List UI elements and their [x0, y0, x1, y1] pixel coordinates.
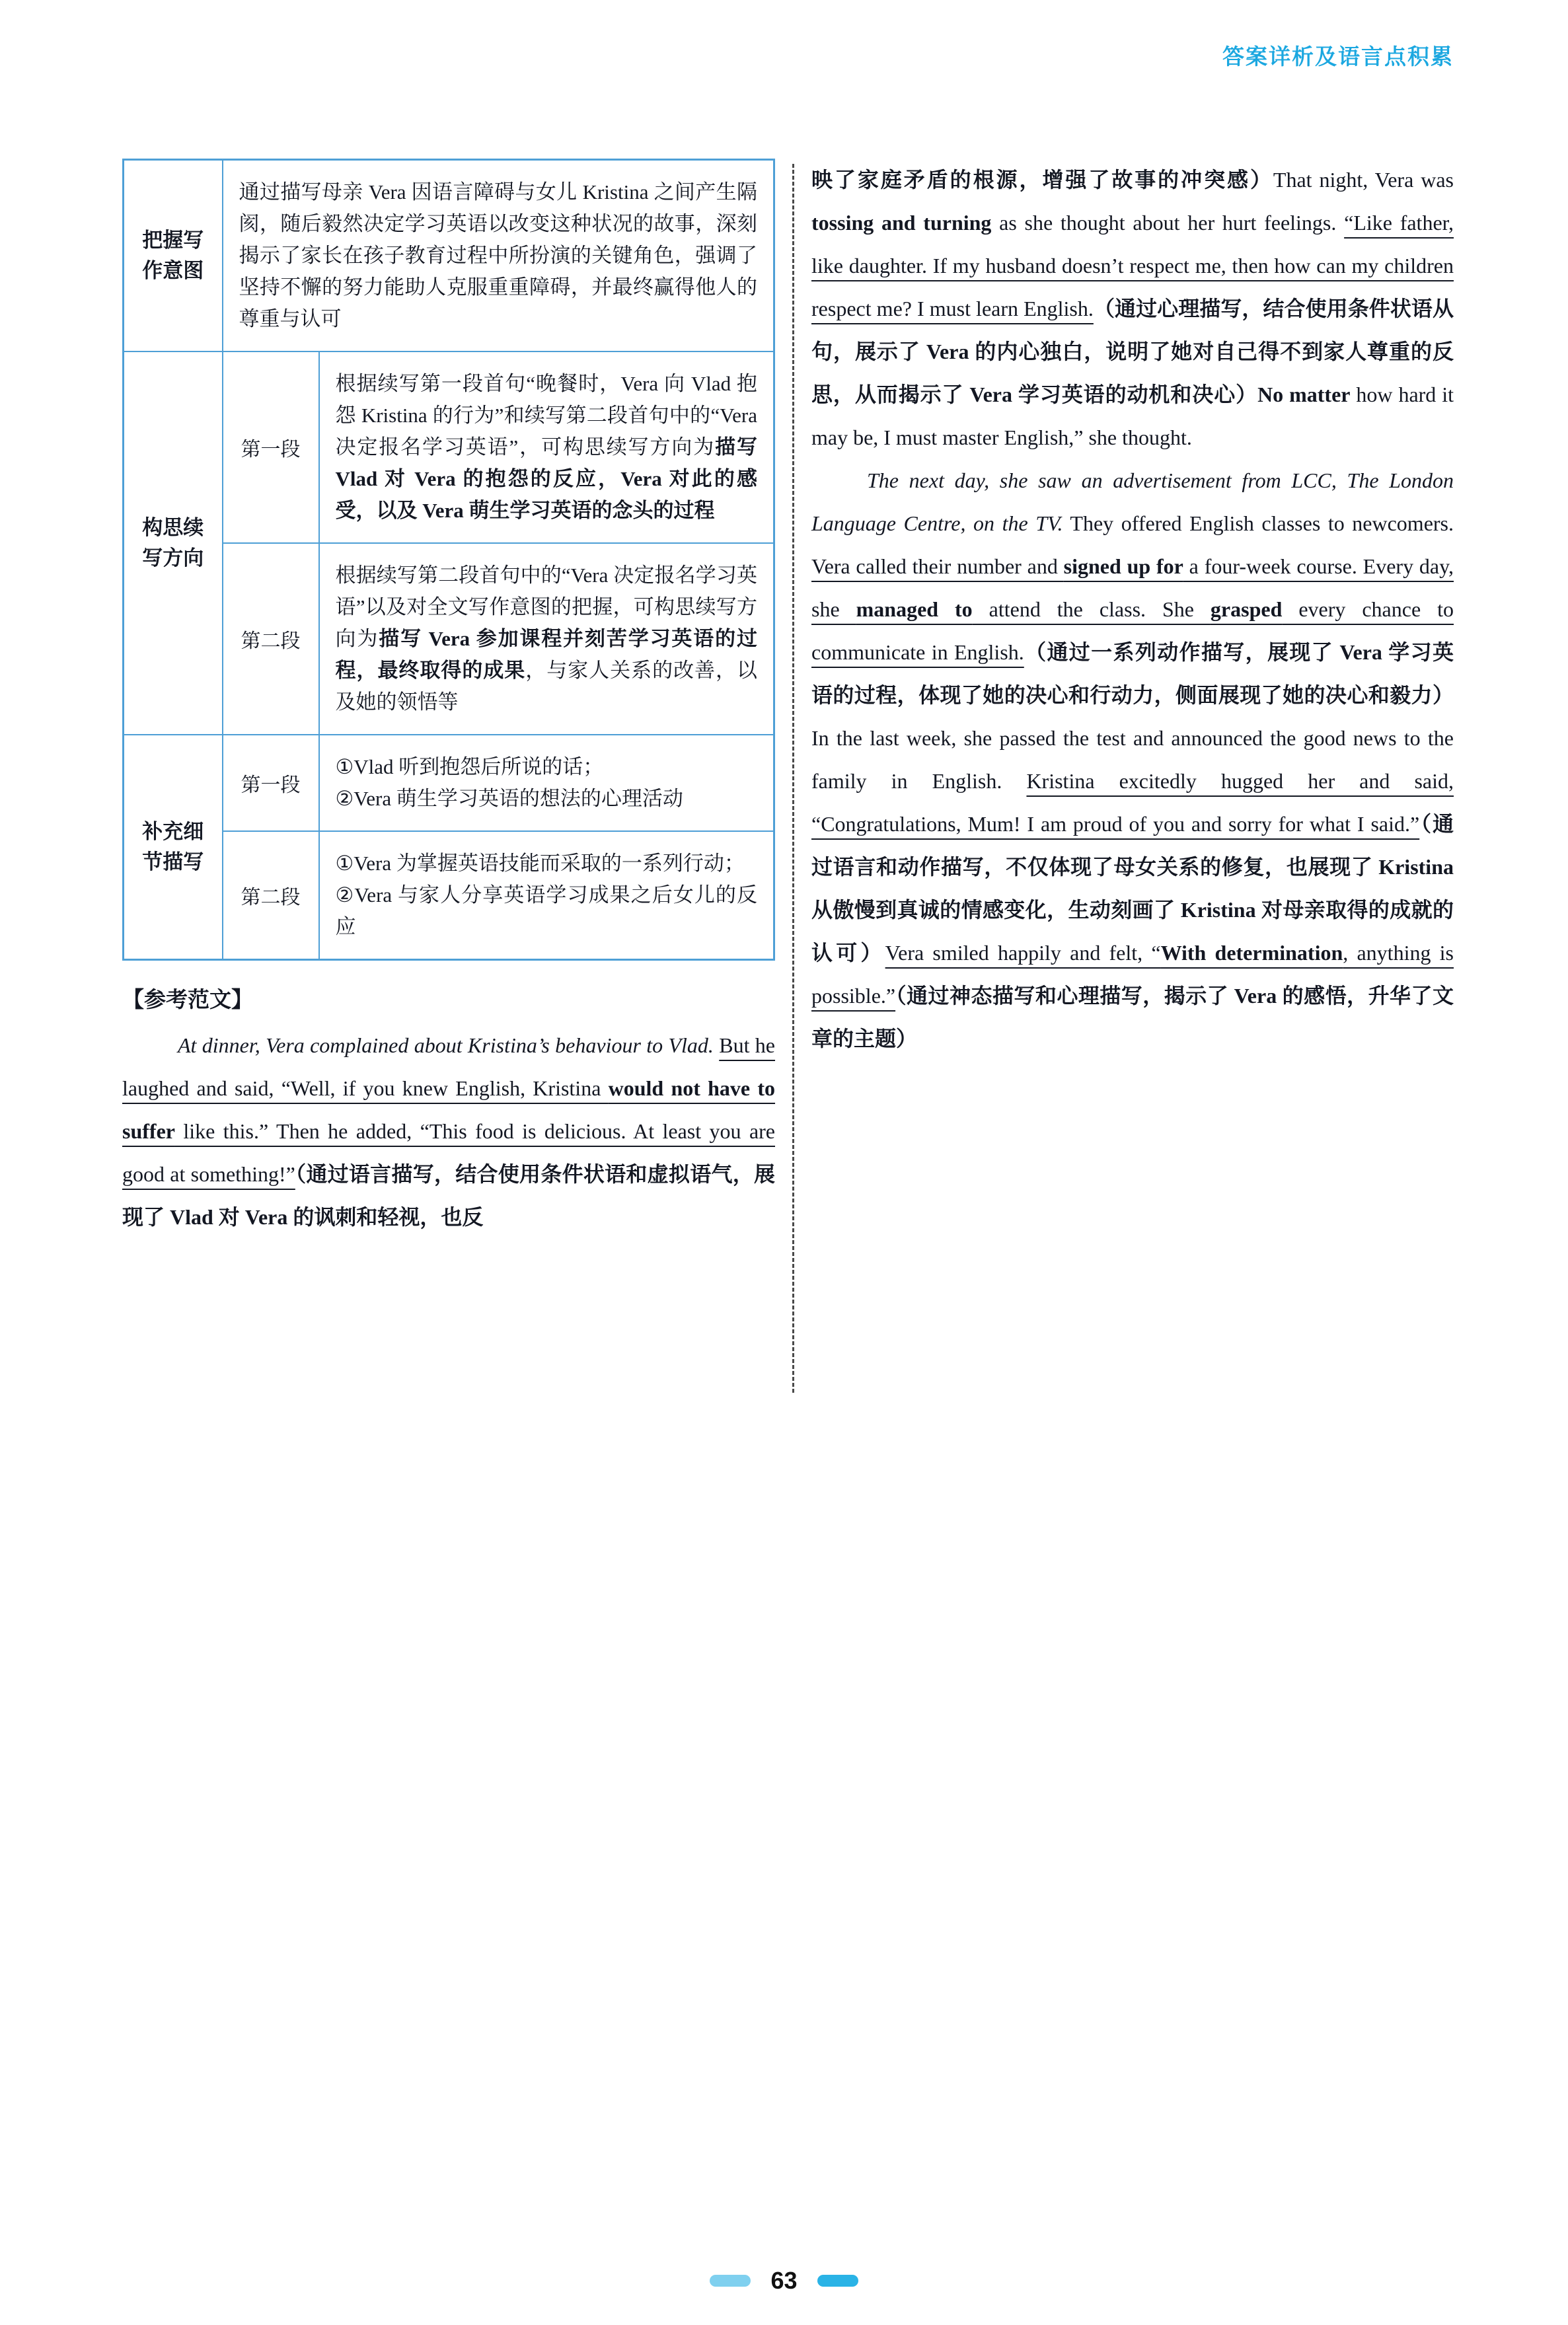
detail-item: ②Vera 与家人分享英语学习成果之后女儿的反应 [335, 883, 757, 938]
row-header-detail-description: 补充细节描写 [124, 735, 223, 960]
detail-item: ②Vera 萌生学习英语的想法的心理活动 [335, 787, 683, 810]
table-row-intent [124, 160, 774, 352]
sub-label-paragraph-2: 第二段 [223, 831, 319, 960]
sub-label-paragraph-2: 第二段 [223, 543, 319, 735]
row-header-continuation-direction: 构思续写方向 [124, 351, 223, 735]
cell-direction-paragraph-1: 根据续写第一段首句“晚餐时，Vera 向 Vlad 抱怨 Kristina 的行为”和续写第二段首句中的“Vera 决定报名学习英语”，可构思续写方向为描写 Vlad 对 Vera 的抱怨的反应，Vera 对此的感受，以及 Vera 萌生学习英语的念头的过程 [319, 351, 774, 543]
cell-details-paragraph-2 [319, 831, 774, 960]
sub-label-paragraph-1: 第一段 [223, 351, 319, 543]
cell-writing-intent: 通过描写母亲 Vera 因语言障碍与女儿 Kristina 之间产生隔阂，随后毅然决定学习英语以改变这种状况的故事，深刻揭示了家长在孩子教育过程中所扮演的关键角色，强调了坚持不懈的努力能助人克服重重障碍，并最终赢得他人的尊重与认可 [223, 160, 774, 352]
page-number: 63 [770, 2267, 798, 2294]
table-row-direction-1 [124, 351, 774, 543]
analysis-table [122, 159, 775, 961]
page-footer [0, 2267, 1568, 2295]
column-divider [792, 164, 794, 1393]
page-header-title: 答案详析及语言点积累 [1222, 44, 1454, 69]
sub-label-paragraph-1: 第一段 [223, 735, 319, 831]
cell-direction-paragraph-2: 根据续写第二段首句中的“Vera 决定报名学习英语”以及对全文写作意图的把握，可构思续写方向为描写 Vera 参加课程并刻苦学习英语的过程，最终取得的成果，与家人关系的改善，以及她的领悟等 [319, 543, 774, 735]
detail-item: ①Vera 为掌握英语技能而采取的一系列行动； [335, 852, 745, 875]
table-row-details-1 [124, 735, 774, 831]
right-column [811, 159, 1454, 1060]
row-header-writing-intent: 把握写作意图 [124, 160, 223, 352]
essay-paragraph-left: At dinner, Vera complained about Kristina’s behaviour to Vlad. But he laughed and said, “Well, if you knew English, Kristina would not have to suffer like this.” Then he added, “This food is delicious. At least you are good at something!”（通过语言描写，结合使用条件状语和虚拟语气，展现了 Vlad 对 Vera 的讽刺和轻视，也反 [122, 1033, 776, 1229]
footer-bar-left-icon [710, 2275, 751, 2287]
cell-details-paragraph-1 [319, 735, 774, 831]
left-column [122, 159, 775, 1239]
essay-heading: 【参考范文】 [122, 987, 253, 1012]
essay-paragraph-right-1: 映了家庭矛盾的根源，增强了故事的冲突感）That night, Vera was tossing and turning as she thought about her hurt feelings. “Like father, like daughter. If my husband doesn’t respect me, then how can my children respect me? I must learn English.（通过心理描写，结合使用条件状语从句，展示了 Vera 的内心独白，说明了她对自己得不到家人尊重的反思，从而揭示了 Vera 学习英语的动机和决心）No matter how hard it may be, I must master English,” she thought. [811, 168, 1454, 449]
essay-paragraph-right-2: The next day, she saw an advertisement from LCC, The London Language Centre, on the TV. They offered English classes to newcomers. Vera called their number and signed up for a four-week course. Every day, she managed to attend the class. She grasped every chance to communicate in English.（通过一系列动作描写，展现了 Vera 学习英语的过程，体现了她的决心和行动力，侧面展现了她的决心和毅力）In the last week, she passed the test and announced the good news to the family in English. Kristina excitedly hugged her and said, “Congratulations, Mum! I am proud of you and sorry for what I said.”（通过语言和动作描写，不仅体现了母女关系的修复，也展现了 Kristina 从傲慢到真诚的情感变化，生动刻画了 Kristina 对母亲取得的成就的认可）Vera smiled happily and felt, “With determination, anything is possible.”（通过神态描写和心理描写，揭示了 Vera 的感悟，升华了文章的主题） [811, 468, 1454, 1051]
footer-bar-right-icon [817, 2275, 858, 2287]
detail-item: ①Vlad 听到抱怨后所说的话； [335, 755, 604, 778]
